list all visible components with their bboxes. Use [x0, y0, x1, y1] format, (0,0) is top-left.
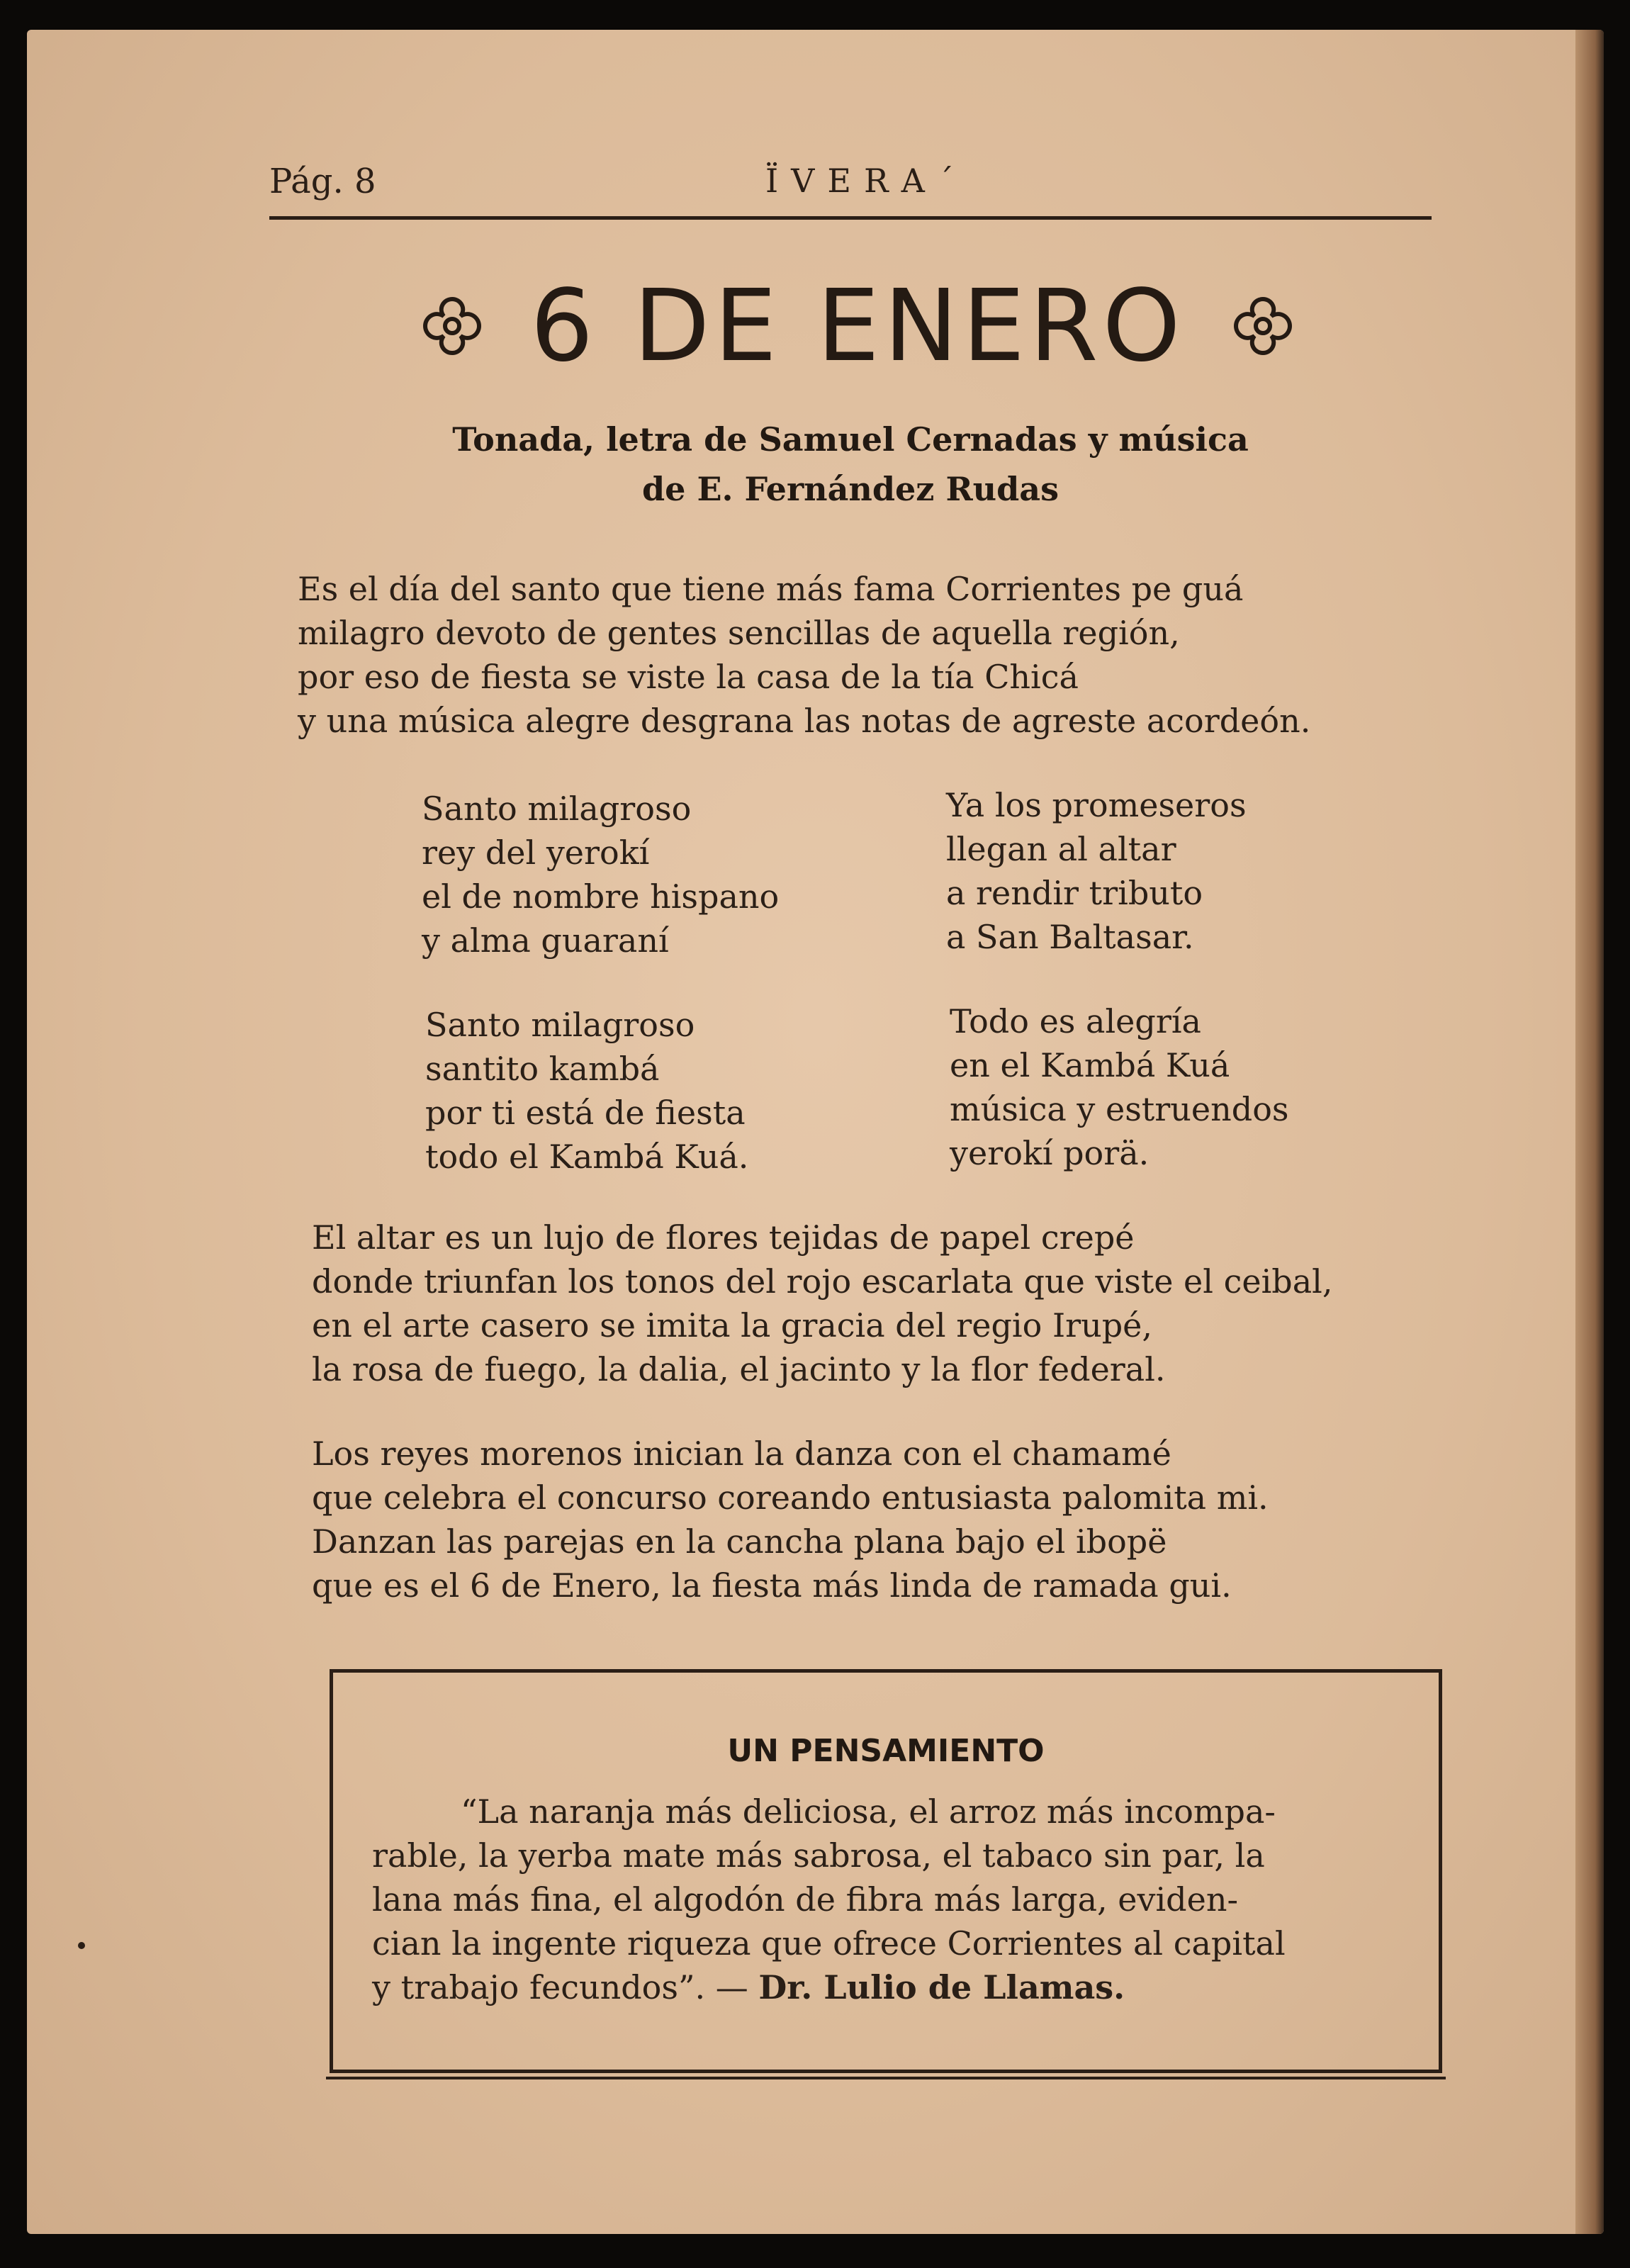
- magazine-name: ÏVERA´: [765, 162, 967, 200]
- verse-line: y alma guaraní: [422, 921, 669, 960]
- verse-line: en el arte casero se imita la gracia del regio Irupé,: [312, 1306, 1153, 1344]
- verse-line: santito kambá: [425, 1050, 660, 1088]
- verse-line: y una música alegre desgrana las notas de agreste acordeón.: [298, 702, 1311, 740]
- box-bottom-rule: [326, 2077, 1446, 2079]
- quote-line: lana más fina, el algodón de fibra más larga, eviden-: [372, 1880, 1239, 1919]
- quatrefoil-ornament-icon: [1227, 291, 1298, 361]
- verse-line: yerokí porä.: [950, 1134, 1150, 1172]
- verse-line: en el Kambá Kuá: [950, 1046, 1230, 1084]
- chorus-right-bottom: [950, 999, 1446, 1175]
- subtitle-line: de E. Fernández Rudas: [642, 470, 1059, 508]
- verse-line: por ti está de fiesta: [425, 1094, 746, 1132]
- verse-line: la rosa de fuego, la dalia, el jacinto y la flor federal.: [312, 1350, 1166, 1388]
- thought-box: [330, 1669, 1442, 2073]
- verse-line: Todo es alegría: [950, 1002, 1201, 1040]
- verse-line: Los reyes morenos inician la danza con el chamamé: [312, 1435, 1171, 1473]
- verse-line: Santo milagroso: [425, 1006, 695, 1044]
- verse-line: Danzan las parejas en la cancha plana bajo el ibopë: [312, 1522, 1167, 1561]
- thought-box-title: UN PENSAMIENTO: [727, 1733, 1045, 1769]
- verse-line: Es el día del santo que tiene más fama Corrientes pe guá: [298, 570, 1244, 608]
- chorus-left-top: [422, 787, 918, 962]
- page-header: [269, 162, 1432, 218]
- subtitle: [269, 415, 1432, 514]
- verse-line: Santo milagroso: [422, 790, 692, 828]
- quote-line: cian la ingente riqueza que ofrece Corrientes al capital: [372, 1924, 1286, 1963]
- article-title: [354, 269, 1361, 383]
- chorus-left-bottom: [425, 1003, 921, 1179]
- page-spine: [1575, 30, 1604, 2234]
- quote-line: rable, la yerba mate más sabrosa, el tabaco sin par, la: [372, 1836, 1265, 1875]
- ink-speck: [78, 1942, 85, 1949]
- intro-stanza: [298, 567, 1446, 743]
- verse-line: que es el 6 de Enero, la fiesta más linda de ramada gui.: [312, 1566, 1232, 1605]
- thought-quote: [372, 1790, 1407, 2009]
- quatrefoil-ornament-icon: [417, 291, 488, 361]
- quote-author: Dr. Lulio de Llamas.: [758, 1968, 1125, 2006]
- verse-line: llegan al altar: [946, 830, 1176, 868]
- verse-line: donde triunfan los tonos del rojo escarlata que viste el ceibal,: [312, 1262, 1333, 1301]
- verse-line: a rendir tributo: [946, 874, 1203, 912]
- header-rule: [269, 216, 1432, 220]
- verse-line: todo el Kambá Kuá.: [425, 1138, 749, 1176]
- stanza-altar: [312, 1216, 1460, 1391]
- verse-line: Ya los promeseros: [946, 786, 1247, 824]
- verse-line: música y estruendos: [950, 1090, 1289, 1128]
- stanza-dance: [312, 1432, 1460, 1607]
- verse-line: rey del yerokí: [422, 833, 650, 872]
- verse-line: por eso de fiesta se viste la casa de la tía Chicá: [298, 658, 1079, 696]
- quote-line: “La naranja más deliciosa, el arroz más incompa-: [461, 1792, 1276, 1831]
- verse-line: El altar es un lujo de flores tejidas de papel crepé: [312, 1218, 1135, 1257]
- verse-line: a San Baltasar.: [946, 918, 1194, 956]
- verse-line: milagro devoto de gentes sencillas de aquella región,: [298, 614, 1180, 652]
- title-text: 6 DE ENERO: [530, 268, 1185, 384]
- quote-line: [372, 1965, 1407, 2009]
- page-number: Pág. 8: [269, 162, 376, 201]
- chorus-right-top: [946, 783, 1442, 959]
- verse-line: que celebra el concurso coreando entusiasta palomita mi.: [312, 1478, 1269, 1517]
- verse-line: el de nombre hispano: [422, 877, 780, 916]
- quote-last-text: y trabajo fecundos”. —: [372, 1968, 759, 2006]
- subtitle-line: Tonada, letra de Samuel Cernadas y música: [452, 420, 1249, 459]
